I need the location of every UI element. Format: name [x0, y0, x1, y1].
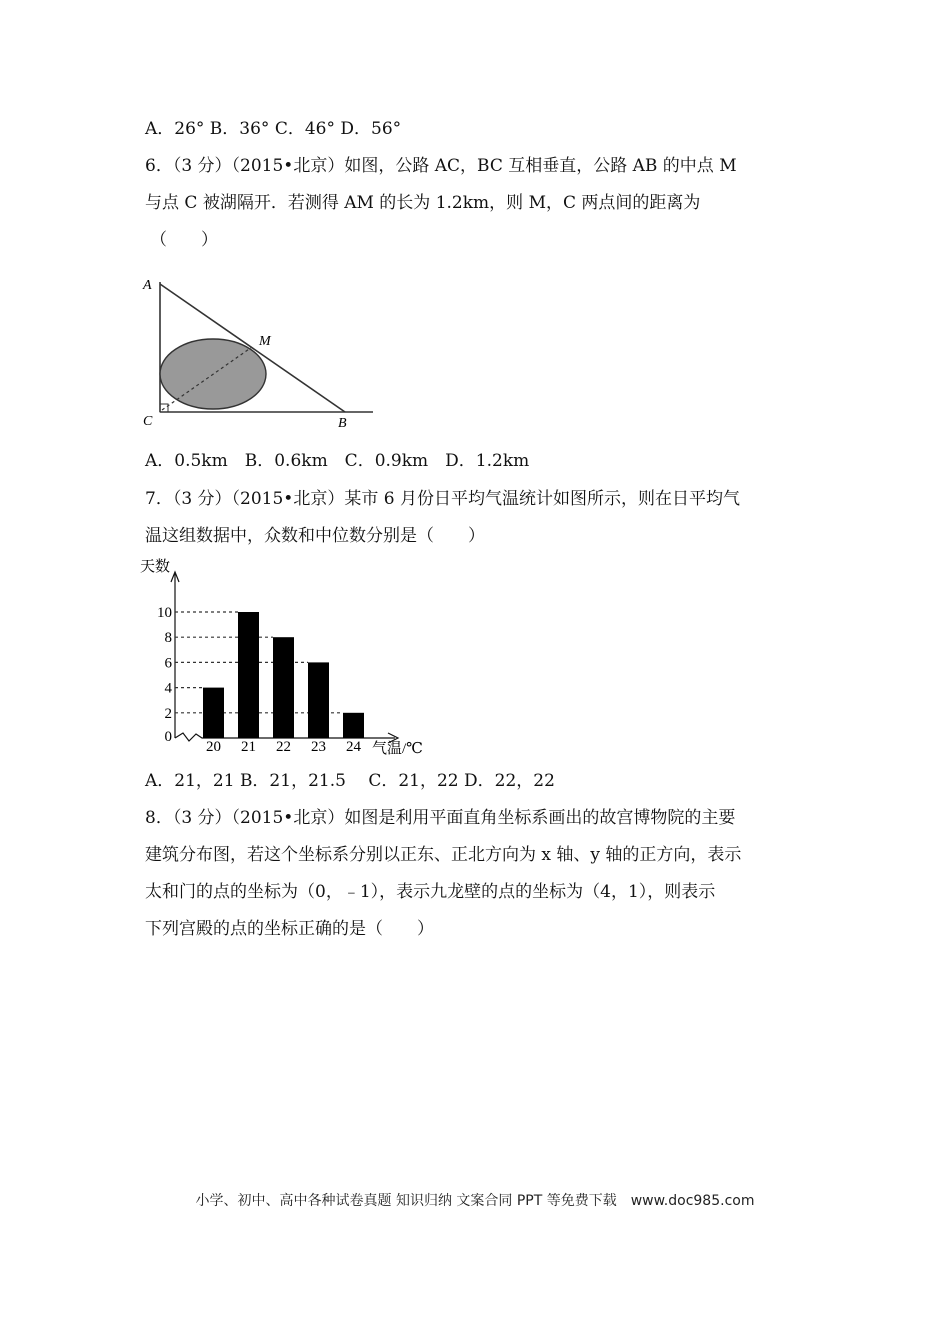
bar-21	[238, 612, 259, 738]
y-tick-label: 0	[164, 729, 172, 745]
x-tick-label: 23	[311, 739, 326, 755]
q6-figure	[140, 272, 380, 432]
y-axis-title: 天数	[140, 559, 171, 575]
bar-23	[308, 662, 329, 738]
q7-stem-line2: 温这组数据中，众数和中位数分别是（ ）	[145, 526, 485, 546]
bar-24	[343, 713, 364, 738]
x-tick-label: 21	[241, 739, 256, 755]
q7-bar-chart	[140, 558, 440, 758]
x-axis-title: 气温/℃	[372, 741, 423, 757]
bar-20	[203, 688, 224, 738]
label-A: A	[143, 278, 152, 293]
q8-stem-line1: 8．（3 分）（2015•北京）如图是利用平面直角坐标系画出的故宫博物院的主要	[145, 808, 736, 828]
y-tick-label: 8	[164, 630, 172, 647]
x-tick-label: 24	[346, 739, 361, 755]
page-footer: 小学、初中、高中各种试卷真题 知识归纳 文案合同 PPT 等免费下载 www.doc985.com	[195, 1193, 755, 1209]
x-tick-label: 22	[276, 739, 291, 755]
q7-stem-line1: 7．（3 分）（2015•北京）某市 6 月份日平均气温统计如图所示，则在日平均气	[145, 489, 740, 509]
label-M: M	[259, 334, 271, 349]
label-C: C	[143, 414, 153, 429]
q8-stem-line2: 建筑分布图，若这个坐标系分别以正东、正北方向为 x 轴、y 轴的正方向，表示	[145, 845, 742, 865]
x-tick-label: 20	[206, 739, 221, 755]
q6-stem-line1: 6．（3 分）（2015•北京）如图，公路 AC，BC 互相垂直，公路 AB 的中点 M	[145, 156, 737, 176]
q8-stem-line4: 下列宫殿的点的坐标正确的是（ ）	[145, 919, 434, 939]
label-B: B	[338, 416, 347, 431]
q6-options: A．0.5km B．0.6km C．0.9km D．1.2km	[145, 451, 530, 471]
q8-stem-line3: 太和门的点的坐标为（0，﹣1），表示九龙壁的点的坐标为（4，1），则表示	[145, 882, 716, 902]
bar-22	[273, 637, 294, 738]
q7-options: A．21，21 B．21，21.5 C．21，22 D．22，22	[145, 771, 555, 791]
q6-stem-line3: （ ）	[150, 230, 218, 250]
y-tick-label: 2	[164, 705, 172, 722]
q6-stem-line2: 与点 C 被湖隔开．若测得 AM 的长为 1.2km，则 M，C 两点间的距离为	[145, 193, 701, 213]
y-tick-label: 6	[164, 655, 172, 672]
y-tick-label: 10	[157, 605, 172, 621]
q5-options: A．26° B．36° C．46° D．56°	[145, 119, 402, 139]
y-tick-label: 4	[164, 680, 172, 697]
